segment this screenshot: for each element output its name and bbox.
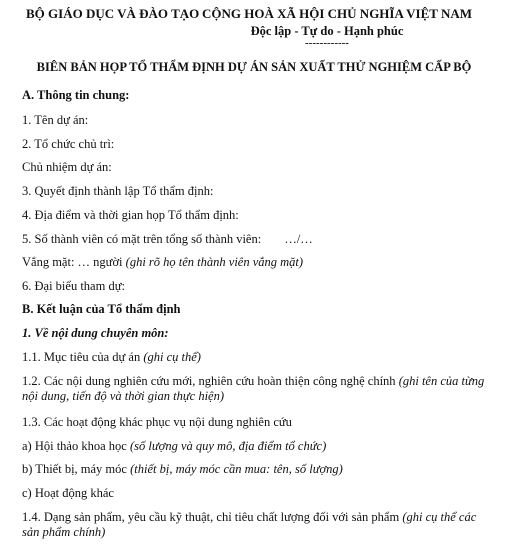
item-1-4-label: 1.4. Dạng sản phẩm, yêu cầu kỹ thuật, chỉ tiêu chất lượng đối với sản phẩm	[22, 510, 400, 524]
item-1-2-note: (ghi tên của từng nội dung, tiến độ và thời gian thực hiện)	[22, 374, 485, 403]
field-decision: 3. Quyết định thành lập Tổ thẩm định:	[22, 184, 214, 198]
section-b-heading: B. Kết luận của Tổ thẩm định	[22, 302, 181, 316]
item-1-1-label: 1.1. Mục tiêu của dự án	[22, 350, 141, 364]
attendance-label: 5. Số thành viên có mặt trên tổng số thành viên:	[22, 232, 262, 246]
item-b	[22, 462, 494, 477]
item-b-note: (thiết bị, máy móc cần mua: tên, số lượng)	[130, 462, 343, 476]
item-1-1-note: (ghi cụ thể)	[143, 350, 201, 364]
field-absent	[22, 255, 494, 270]
absent-note: (ghi rõ họ tên thành viên vắng mặt)	[125, 255, 304, 269]
item-1-3: 1.3. Các hoạt động khác phục vụ nội dung nghiên cứu	[22, 415, 292, 429]
header-divider: ------------	[305, 37, 349, 49]
republic-name: CỘNG HOÀ XÃ HỘI CHỦ NGHĨA VIỆT NAM	[202, 6, 473, 21]
item-1-1	[22, 350, 494, 365]
field-delegates: 6. Đại biểu tham dự:	[22, 279, 125, 293]
section-b-sub1: 1. Về nội dung chuyên môn:	[22, 326, 169, 340]
item-b-label: b) Thiết bị, máy móc	[22, 462, 127, 476]
section-a-heading: A. Thông tin chung:	[22, 88, 130, 102]
item-a-note: (số lượng và quy mô, địa điểm tổ chức)	[129, 439, 327, 453]
absent-label: Vắng mặt: … người	[22, 255, 123, 269]
item-1-2	[22, 374, 494, 404]
field-venue-time: 4. Địa điểm và thời gian họp Tổ thẩm định:	[22, 208, 239, 222]
national-header	[202, 6, 473, 49]
document-title: BIÊN BẢN HỌP TỔ THẨM ĐỊNH DỰ ÁN SẢN XUẤT THỬ NGHIỆM CẤP BỘ	[36, 60, 472, 74]
field-attendance	[22, 232, 494, 247]
field-project-name: 1. Tên dự án:	[22, 113, 89, 127]
field-host-organization: 2. Tổ chức chủ trì:	[22, 137, 115, 151]
document-header	[0, 6, 508, 50]
item-c: c) Hoạt động khác	[22, 486, 114, 500]
item-a-label: a) Hội thảo khoa học	[22, 439, 127, 453]
field-project-lead: Chủ nhiệm dự án:	[22, 160, 112, 174]
ministry-name: BỘ GIÁO DỤC VÀ ĐÀO TẠO	[26, 6, 200, 21]
item-1-4-note: (ghi cụ thể các sản phẩm chính)	[22, 510, 477, 539]
attendance-value: …/…	[284, 232, 313, 246]
item-1-4	[22, 510, 494, 540]
national-motto: Độc lập - Tự do - Hạnh phúc	[250, 24, 404, 38]
item-1-2-label: 1.2. Các nội dung nghiên cứu mới, nghiên cứu hoàn thiện công nghệ chính	[22, 374, 396, 388]
item-a	[22, 439, 494, 454]
